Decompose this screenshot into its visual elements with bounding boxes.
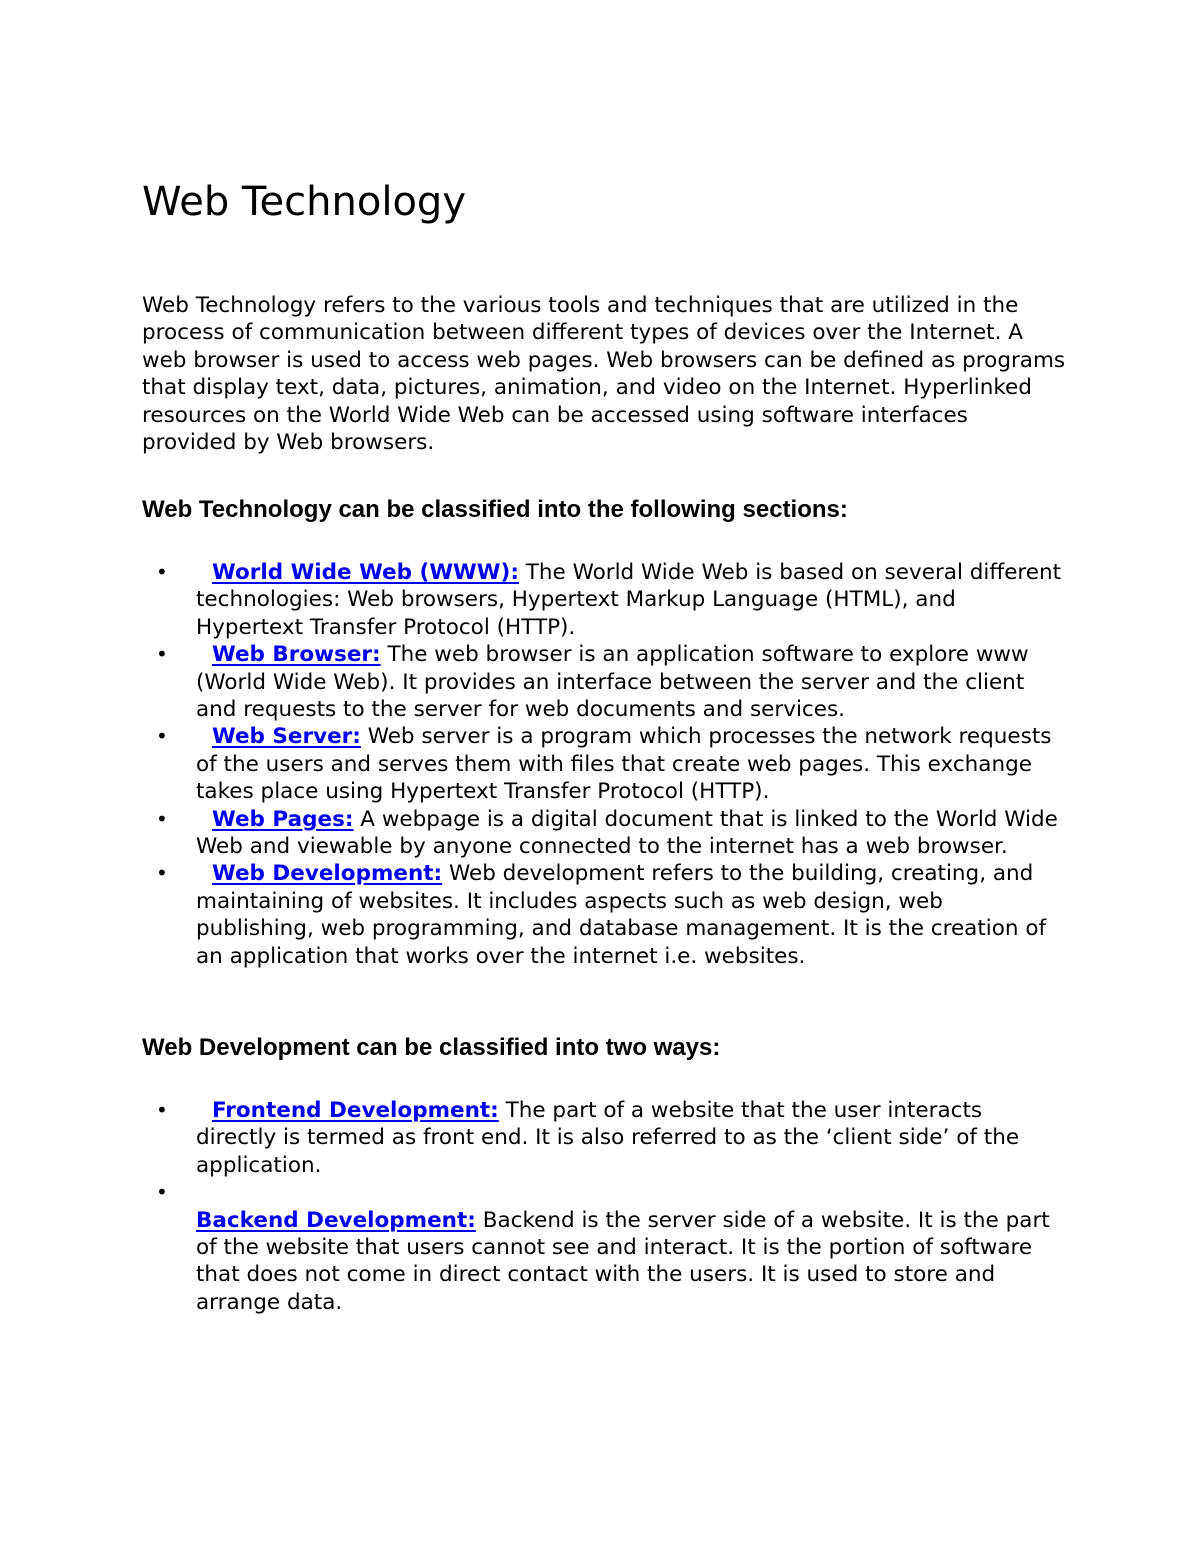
item-text: A webpage is a digital document that is linked to the World Wide Web and viewable by anyone connected to the internet has a web browser. xyxy=(196,806,1058,860)
item-text: Web development refers to the building, creating, and maintaining of websites. It includes aspects such as web design, web publishing, web programming, and database management. It is the creation of an application that works over the internet i.e. websites. xyxy=(196,861,1047,969)
document-title: Web Technology xyxy=(142,179,466,225)
item-text: Backend is the server side of a website. It is the part of the website that users cannot see and interact. It is the portion of software that does not come in direct contact with the users. It is used to store and arrange data. xyxy=(196,1207,1050,1315)
ways-heading: Web Development can be classified into two ways: xyxy=(142,1034,721,1061)
list-item-backend-development xyxy=(142,1179,1067,1316)
list-item-web-pages xyxy=(142,806,1067,861)
bullet-icon: • xyxy=(156,1180,168,1205)
link-frontend-development[interactable]: Frontend Development: xyxy=(212,1098,499,1123)
bullet-icon: • xyxy=(156,806,168,831)
list-item-frontend-development xyxy=(142,1097,1067,1179)
ways-list xyxy=(142,1097,1067,1316)
link-web-pages[interactable]: Web Pages: xyxy=(212,806,354,832)
item-text: The World Wide Web is based on several different technologies: Web browsers, Hypertext Markup Language (HTML), and Hypertext Transfer Protocol (HTTP). xyxy=(196,560,1062,640)
bullet-icon: • xyxy=(156,642,168,667)
bullet-icon: • xyxy=(156,861,168,886)
list-item-world-wide-web xyxy=(142,559,1067,641)
list-item-web-browser xyxy=(142,641,1067,723)
intro-paragraph: Web Technology refers to the various tools and techniques that are utilized in the process of communication between different types of devices over the Internet. A web browser is used to access web pages. Web browsers can be defined as programs that display text, data, pictures, animation, and video on the Internet. Hyperlinked resources on the World Wide Web can be accessed using software interfaces provided by Web browsers. xyxy=(142,293,1066,456)
list-item-web-server xyxy=(142,723,1067,805)
link-web-development[interactable]: Web Development: xyxy=(212,861,443,887)
link-world-wide-web[interactable]: World Wide Web (WWW): xyxy=(212,560,519,585)
list-item-web-development xyxy=(142,860,1067,970)
link-web-browser[interactable]: Web Browser: xyxy=(212,642,381,668)
bullet-icon: • xyxy=(156,560,168,584)
bullet-icon: • xyxy=(156,724,168,749)
sections-list xyxy=(142,559,1067,970)
item-text: The part of a website that the user interacts directly is termed as front end. It is also referred to as the ‘client side’ of the application. xyxy=(196,1098,1020,1178)
item-text: Web server is a program which processes the network requests of the users and serves them with files that create web pages. This exchange takes place using Hypertext Transfer Protocol (HTTP). xyxy=(196,724,1052,805)
sections-heading: Web Technology can be classified into the following sections: xyxy=(142,496,848,523)
link-backend-development[interactable]: Backend Development: xyxy=(196,1207,476,1233)
item-text: The web browser is an application software to explore www (World Wide Web). It provides an interface between the server and the client and requests to the server for web documents and services. xyxy=(196,642,1029,723)
bullet-icon: • xyxy=(156,1098,168,1122)
link-web-server[interactable]: Web Server: xyxy=(212,724,361,750)
